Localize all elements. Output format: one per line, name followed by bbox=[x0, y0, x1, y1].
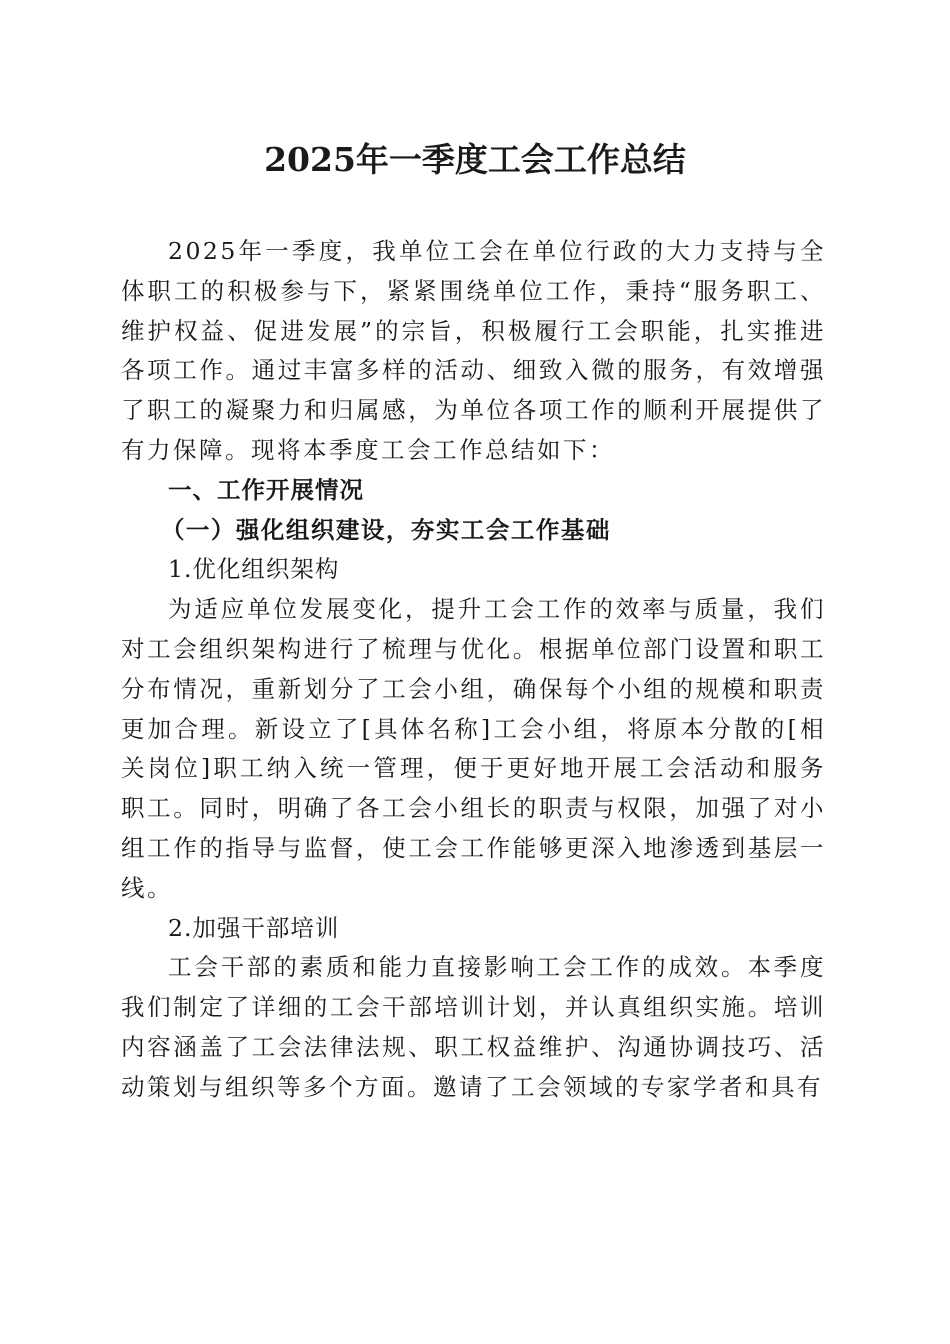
section-heading: 一、工作开展情况 bbox=[168, 475, 364, 504]
item-heading: 1.优化组织架构 bbox=[168, 555, 340, 584]
body-paragraph: 为适应单位发展变化，提升工会工作的效率与质量，我们对工会组织架构进行了梳理与优化。根据单位部门设置和职工分布情况，重新划分了工会小组，确保每个小组的规模和职责更加合理。新设立了[具体名称]工会小组，将原本分散的[相关岗位]职工纳入统一管理，便于更好地开展工会活动和服务职工。同时，明确了各工会小组长的职责与权限，加强了对小组工作的指导与监督，使工会工作能够更深入地渗透到基层一线。 bbox=[121, 595, 826, 902]
intro-paragraph: 2025年一季度，我单位工会在单位行政的大力支持与全体职工的积极参与下，紧紧围绕单位工作，秉持“服务职工、维护权益、促进发展”的宗旨，积极履行工会职能，扎实推进各项工作。通过丰富多样的活动、细致入微的服务，有效增强了职工的凝聚力和归属感，为单位各项工作的顺利开展提供了有力保障。现将本季度工会工作总结如下： bbox=[121, 237, 826, 464]
document-body bbox=[121, 232, 826, 1108]
item-heading: 2.加强干部培训 bbox=[168, 913, 340, 942]
subsection-heading: （一）强化组织建设，夯实工会工作基础 bbox=[160, 515, 611, 544]
body-paragraph: 工会干部的素质和能力直接影响工会工作的成效。本季度我们制定了详细的工会干部培训计划，并认真组织实施。培训内容涵盖了工会法律法规、职工权益维护、沟通协调技巧、活动策划与组织等多个方面。邀请了工会领域的专家学者和具有 bbox=[121, 953, 826, 1101]
document-title: 2025年一季度工会工作总结 bbox=[264, 140, 686, 179]
